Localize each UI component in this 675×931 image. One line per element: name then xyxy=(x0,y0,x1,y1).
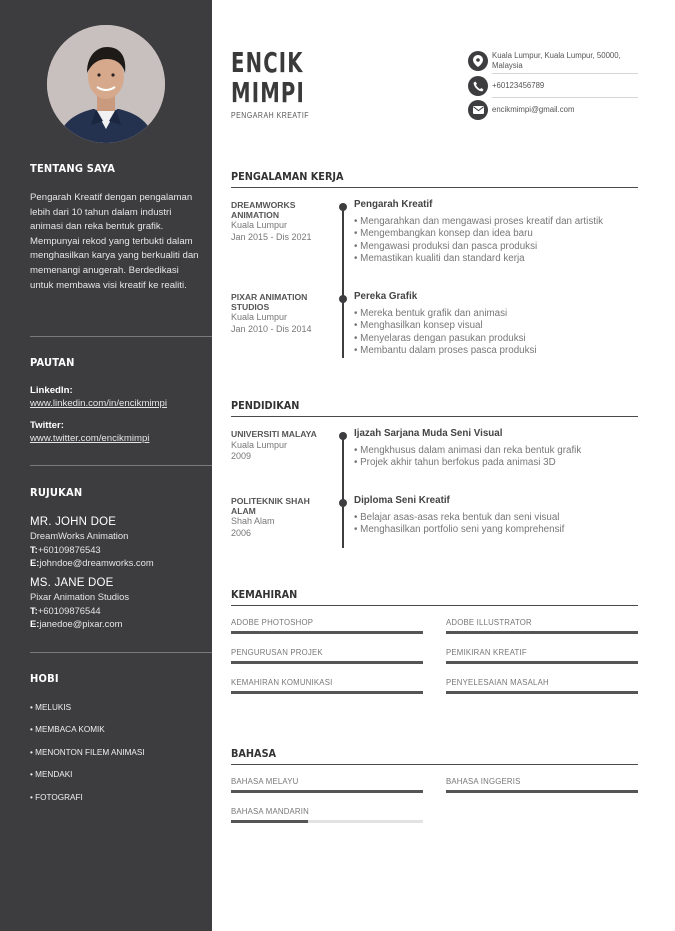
contact-email xyxy=(468,100,638,120)
reference-email: E:johndoe@dreamworks.com xyxy=(30,557,154,568)
email-text: encikmimpi@gmail.com xyxy=(492,105,575,114)
sidebar xyxy=(0,0,212,931)
language-bar-fill xyxy=(446,790,638,793)
skill-bar xyxy=(446,691,638,694)
reference-phone: T:+60109876544 xyxy=(30,605,101,616)
education-point: • Menghasilkan portfolio seni yang komprehensif xyxy=(354,524,565,536)
employment-period: Jan 2010 - Dis 2014 xyxy=(231,323,312,334)
timeline-dot xyxy=(339,295,347,303)
education-timeline xyxy=(342,436,344,548)
duty-item: • Mengembangkan konsep dan idea baru xyxy=(354,228,533,240)
experience-title: PENGALAMAN KERJA xyxy=(231,170,344,183)
reference-email: E:janedoe@pixar.com xyxy=(30,618,123,629)
employer-name: DREAMWORKS ANIMATION xyxy=(231,200,296,220)
skill-bar-fill xyxy=(446,661,638,664)
language-bar-fill xyxy=(231,820,308,823)
contact-phone xyxy=(468,76,638,96)
skill-item xyxy=(231,618,423,627)
language-item xyxy=(231,807,423,816)
institution-location: Shah Alam xyxy=(231,516,275,526)
section-rule xyxy=(231,187,638,188)
duty-item: • Mereka bentuk grafik dan animasi xyxy=(354,308,508,319)
address-text: Kuala Lumpur, Kuala Lumpur, 50000, Malaysia xyxy=(492,51,621,70)
skill-item xyxy=(231,678,423,687)
skill-name: KEMAHIRAN KOMUNIKASI xyxy=(231,678,333,687)
institution-name: UNIVERSITI MALAYA xyxy=(231,429,317,439)
experience-details xyxy=(354,199,638,266)
about-title: TENTANG SAYA xyxy=(30,162,116,175)
duty-item: • Membantu dalam proses pasca produksi xyxy=(354,345,537,357)
hobby-item: • MEMBACA KOMIK xyxy=(30,725,105,735)
section-rule xyxy=(231,605,638,606)
graduation-year: 2009 xyxy=(231,451,252,461)
phone-icon xyxy=(468,76,488,96)
timeline-dot xyxy=(339,499,347,507)
skill-bar-fill xyxy=(231,691,423,694)
skill-bar xyxy=(231,631,423,634)
reference-company: Pixar Animation Studios xyxy=(30,591,130,602)
education-details xyxy=(354,495,638,537)
skill-item xyxy=(446,678,638,687)
skill-bar-fill xyxy=(231,631,423,634)
sidebar-divider xyxy=(30,336,212,337)
education-title: PENDIDIKAN xyxy=(231,399,300,412)
job-title: PENGARAH KREATIF xyxy=(231,111,310,120)
duty-item: • Mengarahkan dan mengawasi proses kreatif dan artistik xyxy=(354,216,604,227)
language-bar-fill xyxy=(231,790,423,793)
institution-name: POLITEKNIK SHAH ALAM xyxy=(231,496,310,516)
person-name: ENCIK MIMPI xyxy=(231,46,305,109)
references-title: RUJUKAN xyxy=(30,486,83,499)
institution-location: Kuala Lumpur xyxy=(231,439,288,450)
language-item xyxy=(446,777,638,786)
linkedin-link[interactable]: www.linkedin.com/in/encikmimpi xyxy=(30,398,168,409)
role-title: Pengarah Kreatif xyxy=(354,199,433,210)
skill-bar-fill xyxy=(446,691,638,694)
section-rule xyxy=(231,764,638,765)
section-rule xyxy=(231,416,638,417)
experience-timeline xyxy=(342,206,344,358)
hobby-item: • FOTOGRAFI xyxy=(30,792,83,802)
skills-title: KEMAHIRAN xyxy=(231,588,298,601)
about-section xyxy=(30,162,200,293)
reference-name: MR. JOHN DOE xyxy=(30,516,117,528)
profile-photo xyxy=(47,25,165,143)
education-point: • Mengkhusus dalam animasi dan reka bentuk grafik xyxy=(354,445,582,456)
skill-name: PEMIKIRAN KREATIF xyxy=(446,648,527,657)
skill-item xyxy=(231,648,423,657)
language-bar xyxy=(446,790,638,793)
hobbies-list xyxy=(30,703,200,802)
contact-divider xyxy=(492,73,638,74)
education-point: • Belajar asas-asas reka bentuk dan seni visual xyxy=(354,512,560,523)
skill-name: ADOBE ILLUSTRATOR xyxy=(446,618,532,627)
education-details xyxy=(354,428,638,470)
education-meta xyxy=(231,430,331,463)
location-pin-icon xyxy=(468,51,488,71)
phone-text: +60123456789 xyxy=(492,81,545,90)
link-label: Twitter: xyxy=(30,420,64,431)
hobby-item: • MELUKIS xyxy=(30,703,72,712)
language-bar xyxy=(231,820,423,823)
reference-item xyxy=(30,516,200,568)
reference-item xyxy=(30,577,200,629)
experience-details xyxy=(354,291,638,358)
role-title: Pereka Grafik xyxy=(354,291,418,302)
language-name: BAHASA INGGERIS xyxy=(446,777,521,786)
employer-name: PIXAR ANIMATION STUDIOS xyxy=(231,292,308,312)
timeline-dot xyxy=(339,203,347,211)
duty-item: • Mengawasi produksi dan pasca produksi xyxy=(354,240,538,252)
language-name: BAHASA MANDARIN xyxy=(231,807,309,816)
language-name: BAHASA MELAYU xyxy=(231,777,299,786)
links-title: PAUTAN xyxy=(30,356,75,369)
skill-name: PENGURUSAN PROJEK xyxy=(231,648,323,657)
skill-name: PENYELESAIAN MASALAH xyxy=(446,678,549,687)
link-twitter xyxy=(30,420,200,444)
twitter-link[interactable]: www.twitter.com/encikmimpi xyxy=(30,433,150,444)
references-section xyxy=(30,486,200,629)
language-bar xyxy=(231,790,423,793)
skill-bar xyxy=(231,691,423,694)
duty-item: • Memastikan kualiti dan standard kerja xyxy=(354,253,525,265)
about-text: Pengarah Kreatif dengan pengalaman lebih dari 10 tahun dalam industri animasi dan reka bentuk grafik. Mempunyai rekod yang terbukti dalam menghasilkan karya yang berkualiti dan memenangi anugerah. Berdedikasi untuk membawa visi kreatif ke realiti. xyxy=(30,192,199,291)
duty-item: • Menyelaras dengan pasukan produksi xyxy=(354,332,526,344)
qualification-title: Diploma Seni Kreatif xyxy=(354,495,450,506)
hobbies-section xyxy=(30,672,200,815)
employment-period: Jan 2015 - Dis 2021 xyxy=(231,231,312,242)
reference-phone: T:+60109876543 xyxy=(30,544,101,555)
experience-meta xyxy=(231,201,331,243)
education-meta xyxy=(231,497,331,539)
languages-title: BAHASA xyxy=(231,747,277,760)
reference-name: MS. JANE DOE xyxy=(30,577,114,589)
skill-item xyxy=(446,648,638,657)
person-avatar-icon xyxy=(47,25,165,143)
skill-bar xyxy=(446,661,638,664)
links-section xyxy=(30,356,200,444)
reference-company: DreamWorks Animation xyxy=(30,530,129,541)
envelope-icon xyxy=(468,100,488,120)
contact-address xyxy=(468,51,638,71)
education-point: • Projek akhir tahun berfokus pada animasi 3D xyxy=(354,457,556,469)
contact-divider xyxy=(492,97,638,98)
graduation-year: 2006 xyxy=(231,527,252,538)
link-label: LinkedIn: xyxy=(30,385,73,396)
language-item xyxy=(231,777,423,786)
hobby-item: • MENONTON FILEM ANIMASI xyxy=(30,747,145,757)
link-linkedin xyxy=(30,385,200,409)
experience-meta xyxy=(231,293,331,335)
employer-location: Kuala Lumpur xyxy=(231,312,288,322)
hobbies-title: HOBI xyxy=(30,672,59,685)
skill-bar xyxy=(231,661,423,664)
skill-bar-fill xyxy=(231,661,423,664)
employer-location: Kuala Lumpur xyxy=(231,220,288,230)
skill-item xyxy=(446,618,638,627)
skill-bar-fill xyxy=(446,631,638,634)
qualification-title: Ijazah Sarjana Muda Seni Visual xyxy=(354,428,503,439)
sidebar-divider xyxy=(30,465,212,466)
duty-item: • Menghasilkan konsep visual xyxy=(354,320,483,332)
skill-name: ADOBE PHOTOSHOP xyxy=(231,618,314,627)
sidebar-divider xyxy=(30,652,212,653)
hobby-item: • MENDAKI xyxy=(30,770,73,780)
timeline-dot xyxy=(339,432,347,440)
skill-bar xyxy=(446,631,638,634)
